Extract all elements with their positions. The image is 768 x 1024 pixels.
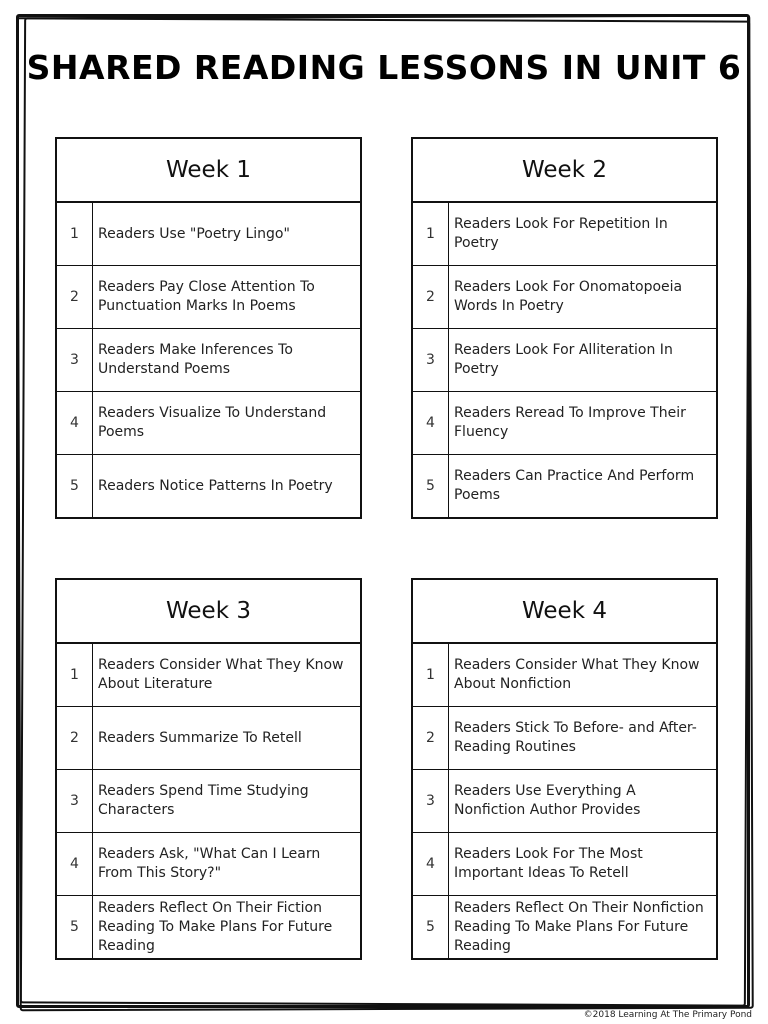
lesson-number: 3 <box>57 770 93 832</box>
lesson-row <box>413 644 716 707</box>
lesson-title: Readers Reflect On Their Fiction Reading To Make Plans For Future Reading <box>98 899 333 954</box>
lesson-number: 4 <box>57 392 93 454</box>
week-header: Week 3 <box>57 580 360 644</box>
lesson-title: Readers Stick To Before- and After-Reading Routines <box>454 720 697 755</box>
lesson-row <box>413 770 716 833</box>
page-title: SHARED READING LESSONS IN UNIT 6 <box>26 48 742 87</box>
lesson-title: Readers Ask, "What Can I Learn From This Story?" <box>98 846 321 881</box>
lesson-title: Readers Reread To Improve Their Fluency <box>454 405 686 440</box>
lesson-title: Readers Consider What They Know About Nonfiction <box>454 657 700 692</box>
lesson-row <box>57 455 360 517</box>
week-1-table <box>55 137 362 519</box>
lesson-row <box>57 770 360 833</box>
lesson-title: Readers Look For Onomatopoeia Words In Poetry <box>454 279 683 314</box>
lesson-row <box>413 896 716 958</box>
lesson-number: 3 <box>57 329 93 391</box>
lesson-number: 5 <box>413 896 449 958</box>
lesson-title: Readers Visualize To Understand Poems <box>98 405 327 440</box>
lesson-row <box>57 392 360 455</box>
week-3-table <box>55 578 362 960</box>
lesson-row <box>413 455 716 517</box>
lesson-row <box>57 329 360 392</box>
lesson-number: 5 <box>57 455 93 517</box>
week-2-table <box>411 137 718 519</box>
lesson-row <box>413 329 716 392</box>
lesson-row <box>413 392 716 455</box>
lesson-number: 4 <box>57 833 93 895</box>
lesson-row <box>57 896 360 958</box>
lesson-row <box>413 266 716 329</box>
lesson-title: Readers Reflect On Their Nonfiction Reading To Make Plans For Future Reading <box>454 899 704 954</box>
lesson-number: 3 <box>413 770 449 832</box>
week-header: Week 1 <box>57 139 360 203</box>
lesson-title: Readers Use "Poetry Lingo" <box>98 225 290 242</box>
lesson-row <box>57 266 360 329</box>
lesson-number: 4 <box>413 833 449 895</box>
lesson-row <box>413 833 716 896</box>
lesson-number: 1 <box>413 644 449 706</box>
lesson-number: 2 <box>413 707 449 769</box>
week-header: Week 2 <box>413 139 716 203</box>
lesson-title: Readers Look For Alliteration In Poetry <box>454 342 673 377</box>
lesson-number: 5 <box>57 896 93 958</box>
lesson-row <box>57 644 360 707</box>
lesson-number: 1 <box>57 644 93 706</box>
lesson-row <box>57 707 360 770</box>
lesson-row <box>57 203 360 266</box>
lesson-title: Readers Can Practice And Perform Poems <box>454 468 695 503</box>
lesson-title: Readers Use Everything A Nonfiction Author Provides <box>454 783 641 818</box>
lesson-number: 4 <box>413 392 449 454</box>
lesson-title: Readers Consider What They Know About Literature <box>98 657 344 692</box>
lesson-row <box>57 833 360 896</box>
week-4-table <box>411 578 718 960</box>
lesson-title: Readers Look For Repetition In Poetry <box>454 216 668 251</box>
lesson-row <box>413 707 716 770</box>
lesson-number: 3 <box>413 329 449 391</box>
lesson-number: 2 <box>57 266 93 328</box>
lesson-title: Readers Look For The Most Important Ideas To Retell <box>454 846 643 881</box>
lesson-number: 2 <box>57 707 93 769</box>
lesson-title: Readers Notice Patterns In Poetry <box>98 477 333 494</box>
lesson-title: Readers Spend Time Studying Characters <box>98 783 309 818</box>
lesson-row <box>413 203 716 266</box>
lesson-number: 5 <box>413 455 449 517</box>
lesson-title: Readers Make Inferences To Understand Poems <box>98 342 293 377</box>
lesson-number: 2 <box>413 266 449 328</box>
lesson-number: 1 <box>57 203 93 265</box>
copyright-footer: ©2018 Learning At The Primary Pond <box>583 1010 752 1020</box>
lesson-number: 1 <box>413 203 449 265</box>
lesson-title: Readers Pay Close Attention To Punctuation Marks In Poems <box>98 279 315 314</box>
week-header: Week 4 <box>413 580 716 644</box>
lesson-title: Readers Summarize To Retell <box>98 729 302 746</box>
